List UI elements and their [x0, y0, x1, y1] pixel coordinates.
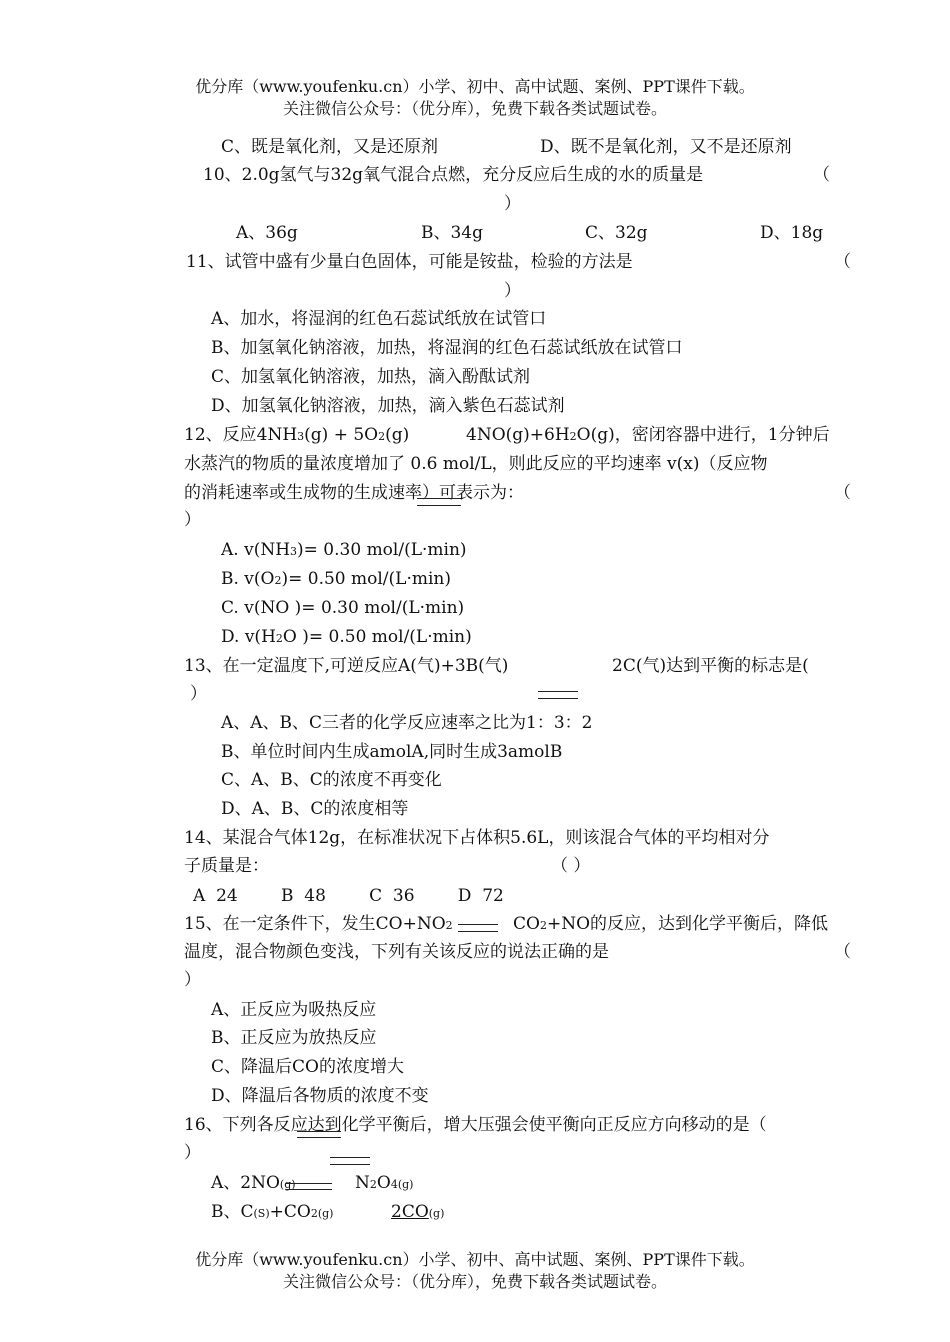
q13-stem-b: 2C(气)达到平衡的标志是(: [612, 656, 809, 676]
q10-paren-open: （: [813, 165, 830, 185]
q16-underline-mark: [297, 1131, 341, 1138]
q11-option-d: D、加氢氧化钠溶液，加热，滴入紫色石蕊试剂: [211, 396, 565, 416]
q12-reaction-right-2: O(g)，密闭容器中进行，1分钟后: [576, 425, 830, 445]
q9-option-c: C、既是氧化剂，又是还原剂: [221, 137, 439, 157]
q12-paren-close: ）: [184, 510, 201, 530]
q11-stem: 11、试管中盛有少量白色固体，可能是铵盐，检验的方法是: [186, 252, 633, 272]
q15-paren-open: （: [834, 942, 851, 962]
q12-option-d-2: O )= 0.50 mol/(L·min): [282, 627, 472, 647]
q10-option-b: B、34g: [421, 223, 484, 243]
q15-reaction-right: CO: [513, 914, 540, 934]
q14-paren: （ ）: [551, 856, 591, 876]
q12-sub-3: 3: [297, 430, 305, 443]
q16-option-a-1: A、2NO: [211, 1173, 280, 1193]
q10-option-c: C、32g: [585, 223, 648, 243]
q13-option-d: D、A、B、C的浓度相等: [221, 799, 409, 819]
q12-sub-2b: 2: [569, 430, 577, 443]
q12-line-1-part-b: [466, 423, 830, 449]
q16-option-a-o: O: [376, 1173, 391, 1193]
q15-sub-2b: 2: [539, 919, 547, 932]
q16-option-b-1: B、C: [211, 1202, 254, 1222]
q12-line-2: 水蒸汽的物质的量浓度增加了 0.6 mol/L，则此反应的平均速率 v(x)（反应物: [184, 454, 768, 474]
q10-stem: 10、2.0g氢气与32g氧气混合点燃，充分反应后生成的水的质量是: [203, 165, 704, 185]
q14-stem-2: 子质量是：: [184, 856, 269, 876]
q11-option-c: C、加氢氧化钠溶液，加热，滴入酚酞试剂: [211, 367, 531, 387]
q12-reaction-left-1: 12、反应4NH: [184, 425, 298, 445]
q16-option-a-arrow: [286, 1183, 332, 1190]
q16-option-a-state2: (g): [397, 1178, 414, 1191]
q15-reaction-left: 15、在一定条件下，发生CO+NO: [184, 914, 446, 934]
q9-option-d: D、既不是氧化剂，又不是还原剂: [540, 137, 792, 157]
q16-option-b-sub2: 2: [310, 1207, 318, 1220]
q15-stem-1a: [184, 912, 453, 938]
q16-paren-close: ）: [184, 1143, 201, 1163]
q16-option-b-state2: (g): [317, 1207, 334, 1220]
q15-reaction-rest: +NO的反应，达到化学平衡后，降低: [546, 914, 829, 934]
q13-stem-a: 13、在一定温度下,可逆反应A(气)+3B(气): [184, 656, 509, 676]
q15-option-b: B、正反应为放热反应: [211, 1028, 377, 1048]
q16-equilibrium-arrow-top: [330, 1157, 370, 1165]
q10-option-d: D、18g: [760, 223, 824, 243]
q14-stem-1: 14、某混合气体12g，在标准状况下占体积5.6L，则该混合气体的平均相对分: [184, 828, 770, 848]
q12-option-b-1: B. v(O: [221, 569, 275, 589]
q13-option-b: B、单位时间内生成amolA,同时生成3amolB: [221, 742, 563, 762]
q12-option-a: [221, 538, 467, 564]
q12-reaction-left-3: (g): [385, 425, 410, 445]
q12-option-a-2: )= 0.30 mol/(L·min): [297, 540, 467, 560]
q16-option-b-2: +CO: [269, 1202, 311, 1222]
q16-option-b-2co: 2CO: [391, 1202, 429, 1222]
q15-option-d: D、降温后各物质的浓度不变: [211, 1086, 429, 1106]
q12-reaction-right-1: 4NO(g)+6H: [466, 425, 570, 445]
q13-option-a: A、A、B、C三者的化学反应速率之比为1：3：2: [221, 713, 593, 733]
q16-option-a-state: (g): [279, 1178, 296, 1191]
q13-equilibrium-arrow: [538, 691, 578, 699]
q15-stem-1b: [513, 912, 828, 938]
q16-option-a-n: N: [355, 1173, 370, 1193]
q11-paren-open: （: [834, 252, 851, 272]
q16-stem: 16、下列各反应达到化学平衡后，增大压强会使平衡向正反应方向移动的是（: [184, 1115, 767, 1135]
q16-option-b-state: (S): [253, 1207, 270, 1220]
q14-options: A 24 B 48 C 36 D 72: [193, 886, 504, 906]
q13-option-c: C、A、B、C的浓度不再变化: [221, 770, 442, 790]
q12-paren-open: （: [834, 483, 851, 503]
footer-line-1: 优分库（www.youfenku.cn）小学、初中、高中试题、案例、PPT课件下载。: [195, 1250, 755, 1269]
q15-equilibrium-arrow: [458, 924, 498, 932]
q15-option-c: C、降温后CO的浓度增大: [211, 1057, 404, 1077]
footer-line-2: 关注微信公众号：（优分库），免费下载各类试题试卷。: [282, 1272, 667, 1291]
q12-equilibrium-arrow: [417, 498, 461, 506]
header-line-1: 优分库（www.youfenku.cn）小学、初中、高中试题、案例、PPT课件下载。: [195, 77, 755, 96]
q15-paren-close: ）: [184, 970, 201, 990]
q12-option-d-1: D. v(H: [221, 627, 276, 647]
q12-line-3: 的消耗速率或生成物的生成速率）可表示为：: [184, 483, 524, 503]
q12-option-b-sub: 2: [274, 574, 282, 587]
q12-option-d: [221, 625, 472, 651]
q16-option-b: [211, 1200, 333, 1226]
q13-paren-close: ）: [190, 684, 207, 704]
header-line-2: 关注微信公众号：（优分库），免费下载各类试题试卷。: [282, 99, 667, 118]
q12-sub-2: 2: [378, 430, 386, 443]
q15-sub-2: 2: [445, 919, 453, 932]
q12-option-b: [221, 567, 451, 593]
q16-option-a-sub4: 4: [390, 1178, 398, 1191]
q16-option-b-state3: (g): [428, 1207, 445, 1220]
q10-option-a: A、36g: [236, 223, 298, 243]
q15-stem-2: 温度，混合物颜色变浅，下列有关该反应的说法正确的是: [184, 942, 609, 962]
q16-option-b-product: [391, 1200, 444, 1226]
q11-option-a: A、加水，将湿润的红色石蕊试纸放在试管口: [211, 309, 547, 329]
q12-option-a-1: A. v(NH: [221, 540, 291, 560]
q15-option-a: A、正反应为吸热反应: [211, 1000, 377, 1020]
q11-option-b: B、加氢氧化钠溶液，加热，将湿润的红色石蕊试纸放在试管口: [211, 338, 683, 358]
q12-line-1-part-a: [184, 423, 409, 449]
q16-option-a-product: [355, 1171, 413, 1197]
q12-option-c: C. v(NO )= 0.30 mol/(L·min): [221, 598, 465, 618]
q16-option-a-sub2: 2: [369, 1178, 377, 1191]
q12-option-a-sub: 3: [290, 545, 298, 558]
q11-paren-close: ）: [504, 281, 521, 301]
q10-paren-close: ）: [504, 194, 521, 214]
q12-option-d-sub: 2: [275, 632, 283, 645]
q12-reaction-left-2: (g) + 5O: [304, 425, 379, 445]
q16-option-a: [211, 1171, 296, 1197]
q12-option-b-2: )= 0.50 mol/(L·min): [281, 569, 452, 589]
